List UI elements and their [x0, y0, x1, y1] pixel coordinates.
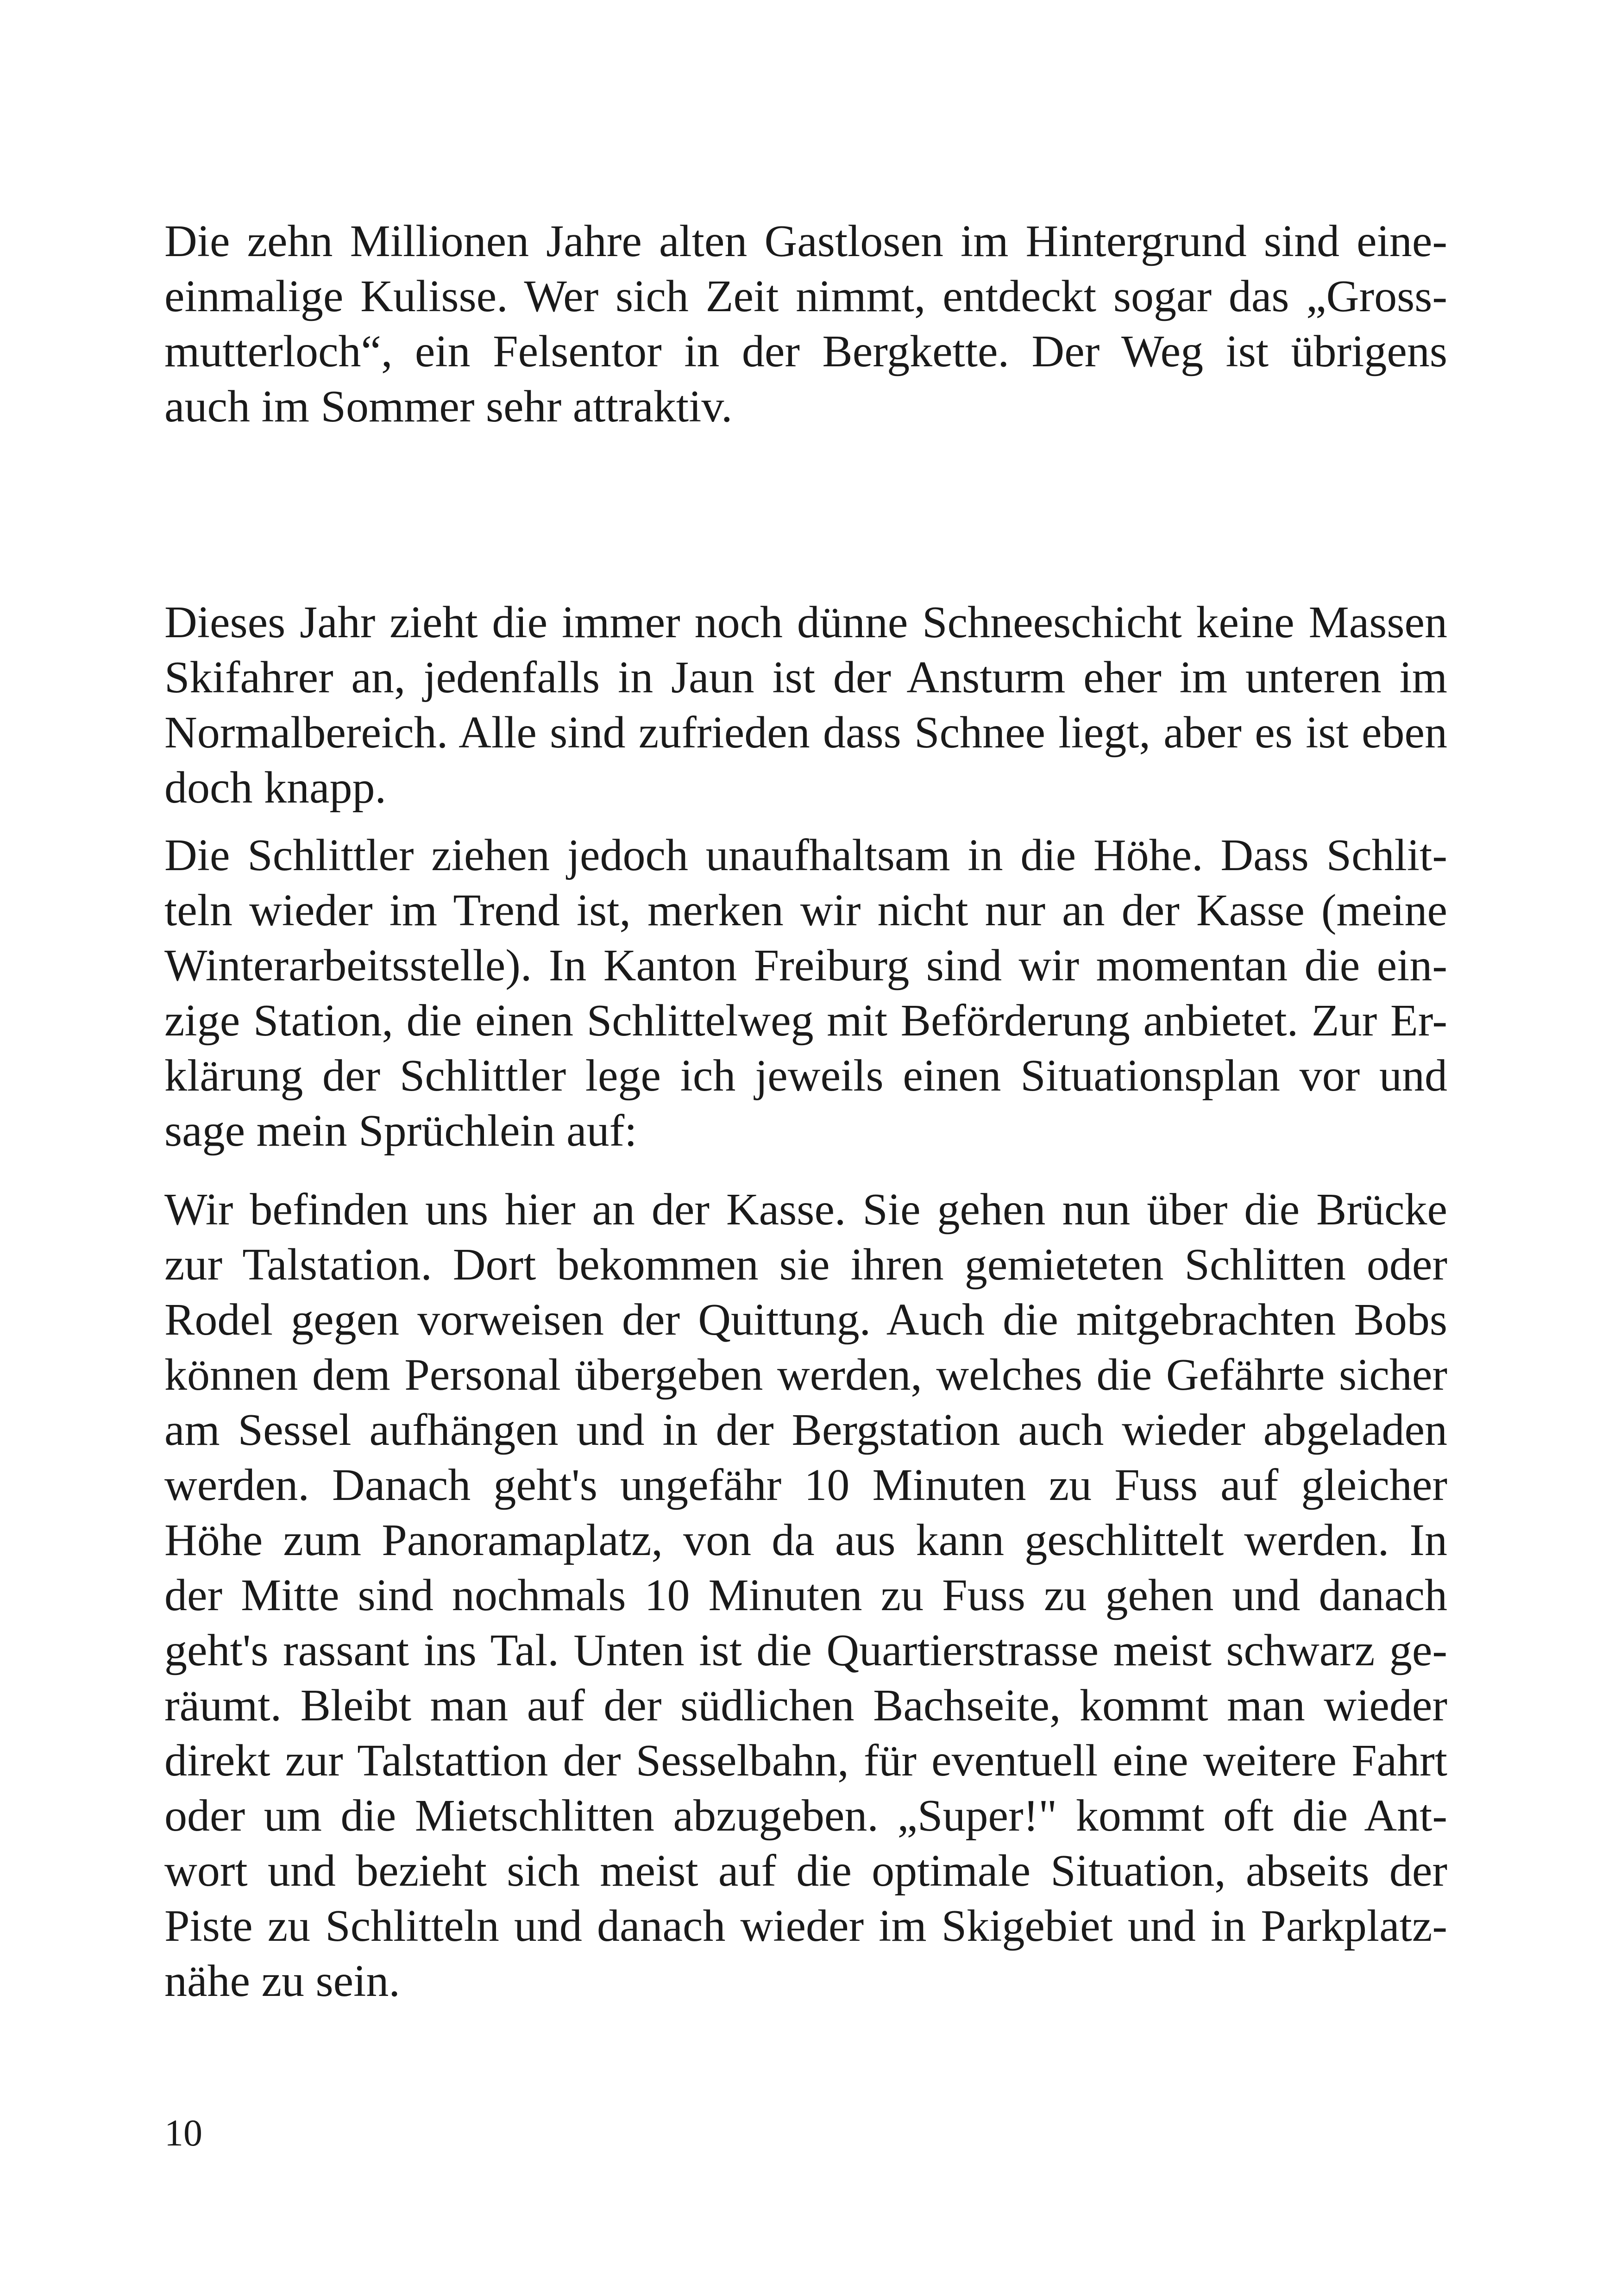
- text-line: räumt. Bleibt man auf der südlichen Bachseite, kommt man wieder: [164, 1681, 1447, 1731]
- text-line: Die zehn Millionen Jahre alten Gastlosen im Hintergrund sind eine-: [164, 216, 1447, 266]
- paragraph-gastlosen: [164, 214, 1447, 434]
- text-line: direkt zur Talstattion der Sesselbahn, für eventuell eine weitere Fahrt: [164, 1736, 1447, 1786]
- paragraph-schlittler: [164, 828, 1447, 1159]
- text-line: Piste zu Schlitteln und danach wieder im Skigebiet und in Parkplatz-: [164, 1901, 1447, 1951]
- text-line: Wir befinden uns hier an der Kasse. Sie gehen nun über die Brücke: [164, 1185, 1447, 1235]
- text-line: sage mein Sprüchlein auf:: [164, 1106, 637, 1156]
- text-line: klärung der Schlittler lege ich jeweils einen Situationsplan vor und: [164, 1051, 1447, 1101]
- text-line: Höhe zum Panoramaplatz, von da aus kann geschlittelt werden. In: [164, 1515, 1447, 1565]
- text-line: einmalige Kulisse. Wer sich Zeit nimmt, entdeckt sogar das „Gross-: [164, 271, 1447, 321]
- text-line: am Sessel aufhängen und in der Bergstation auch wieder abgeladen: [164, 1405, 1447, 1455]
- text-line: zur Talstation. Dort bekommen sie ihren gemieteten Schlitten oder: [164, 1240, 1447, 1290]
- text-line: können dem Personal übergeben werden, welches die Gefährte sicher: [164, 1350, 1447, 1400]
- text-line: nähe zu sein.: [164, 1956, 400, 2006]
- text-line: wort und bezieht sich meist auf die optimale Situation, abseits der: [164, 1846, 1447, 1896]
- text-line: der Mitte sind nochmals 10 Minuten zu Fuss zu gehen und danach: [164, 1570, 1447, 1620]
- text-line: auch im Sommer sehr attraktiv.: [164, 382, 733, 432]
- text-line: mutterloch“, ein Felsentor in der Bergkette. Der Weg ist übrigens: [164, 326, 1447, 376]
- text-line: Rodel gegen vorweisen der Quittung. Auch die mitgebrachten Bobs: [164, 1295, 1447, 1345]
- text-line: doch knapp.: [164, 763, 386, 813]
- text-line: geht's rassant ins Tal. Unten ist die Quartierstrasse meist schwarz ge-: [164, 1625, 1447, 1675]
- text-line: Skifahrer an, jedenfalls in Jaun ist der Ansturm eher im unteren im: [164, 652, 1447, 703]
- text-line: zige Station, die einen Schlittelweg mit Beförderung anbietet. Zur Er-: [164, 996, 1447, 1046]
- text-line: Dieses Jahr zieht die immer noch dünne Schneeschicht keine Massen: [164, 597, 1447, 647]
- paragraph-kasse-spruch: [164, 1182, 1447, 2009]
- text-line: Die Schlittler ziehen jedoch unaufhaltsam in die Höhe. Dass Schlit-: [164, 830, 1447, 880]
- text-line: Winterarbeitsstelle). In Kanton Freiburg sind wir momentan die ein-: [164, 941, 1447, 991]
- text-line: Normalbereich. Alle sind zufrieden dass Schnee liegt, aber es ist eben: [164, 708, 1447, 758]
- text-line: werden. Danach geht's ungefähr 10 Minuten zu Fuss auf gleicher: [164, 1460, 1447, 1510]
- paragraph-schneeschicht: [164, 595, 1447, 816]
- page-number: 10: [164, 2112, 202, 2154]
- text-line: oder um die Mietschlitten abzugeben. „Super!" kommt oft die Ant-: [164, 1791, 1447, 1841]
- text-line: teln wieder im Trend ist, merken wir nicht nur an der Kasse (meine: [164, 885, 1447, 935]
